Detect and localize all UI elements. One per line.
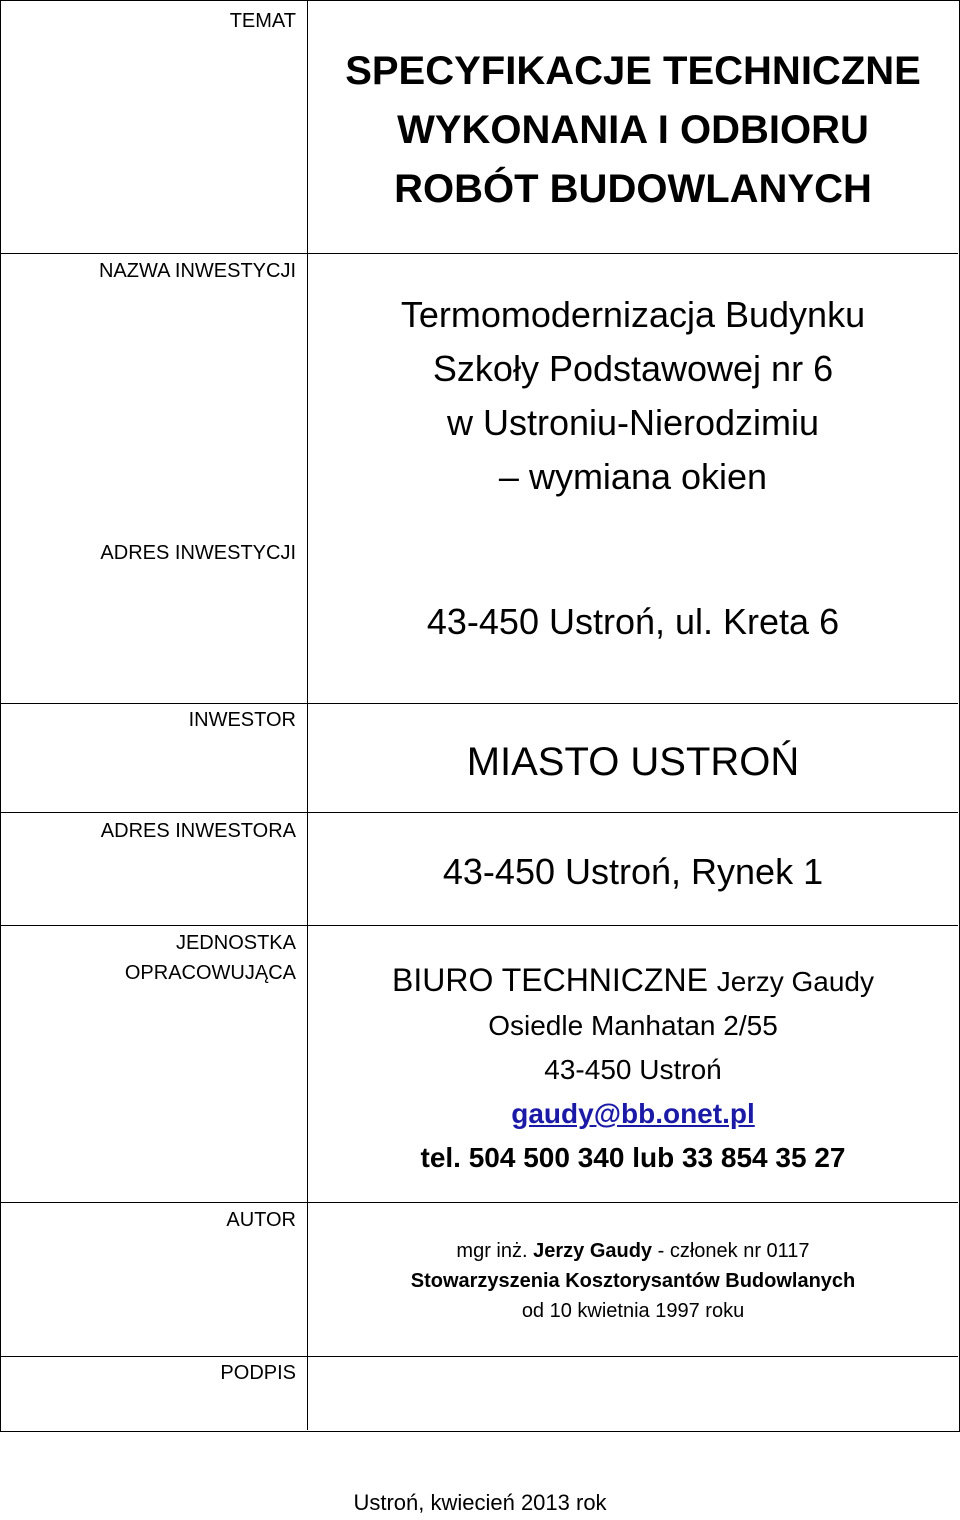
label-temat: TEMAT [229,10,296,32]
autor-membership: - członek nr 0117 [652,1240,810,1262]
biuro-person: Jerzy Gaudy [716,966,874,997]
temat-line: SPECYFIKACJE TECHNICZNE [345,49,921,93]
temat-value [308,42,958,219]
label-adres-inwestora: ADRES INWESTORA [100,820,296,842]
autor-date: od 10 kwietnia 1997 roku [521,1300,745,1322]
label-jednostka-line1: JEDNOSTKA [175,932,296,954]
biuro-phone: tel. 504 500 340 lub 33 854 35 27 [420,1142,846,1173]
label-podpis: PODPIS [220,1362,296,1384]
email-link[interactable]: gaudy@bb.onet.pl [511,1098,755,1129]
label-adres-inwestycji: ADRES INWESTYCJI [100,542,296,564]
row-divider [0,812,958,813]
autor-association: Stowarzyszenia Kosztorysantów Budowlanych [410,1270,856,1292]
autor-title: mgr inż. [456,1240,534,1262]
label-jednostka-line2: OPRACOWUJĄCA [124,962,296,984]
nazwa-line: Termomodernizacja Budynku [400,294,866,335]
nazwa-inwestycji-value [308,288,958,504]
nazwa-line: – wymiana okien [498,456,768,497]
adres-inwestycji-value: 43-450 Ustroń, ul. Kreta 6 [426,601,840,642]
temat-line: ROBÓT BUDOWLANYCH [394,167,872,211]
row-divider [0,1356,958,1357]
row-divider [0,925,958,926]
label-jednostka-opracowujaca [0,928,296,988]
biuro-address: Osiedle Manhatan 2/55 [488,1010,778,1041]
jednostka-value [308,958,958,1180]
biuro-city: 43-450 Ustroń [544,1054,722,1085]
row-divider [0,1202,958,1203]
autor-name: Jerzy Gaudy [533,1240,653,1262]
autor-line1 [308,1236,958,1266]
nazwa-line: Szkoły Podstawowej nr 6 [432,348,834,389]
adres-inwestora-value: 43-450 Ustroń, Rynek 1 [442,851,824,892]
label-nazwa-inwestycji: NAZWA INWESTYCJI [98,260,296,282]
temat-line: WYKONANIA I ODBIORU [397,108,869,152]
biuro-name: BIURO TECHNICZNE [392,962,708,998]
nazwa-line: w Ustroniu-Nierodzimiu [446,402,820,443]
biuro-heading [308,958,958,1004]
row-divider [0,703,958,704]
inwestor-value: MIASTO USTROŃ [466,740,800,784]
row-divider [0,253,958,254]
label-inwestor: INWESTOR [188,709,296,731]
autor-value [308,1236,958,1326]
footer-place-date: Ustroń, kwiecień 2013 rok [353,1490,607,1515]
label-autor: AUTOR [226,1209,296,1231]
